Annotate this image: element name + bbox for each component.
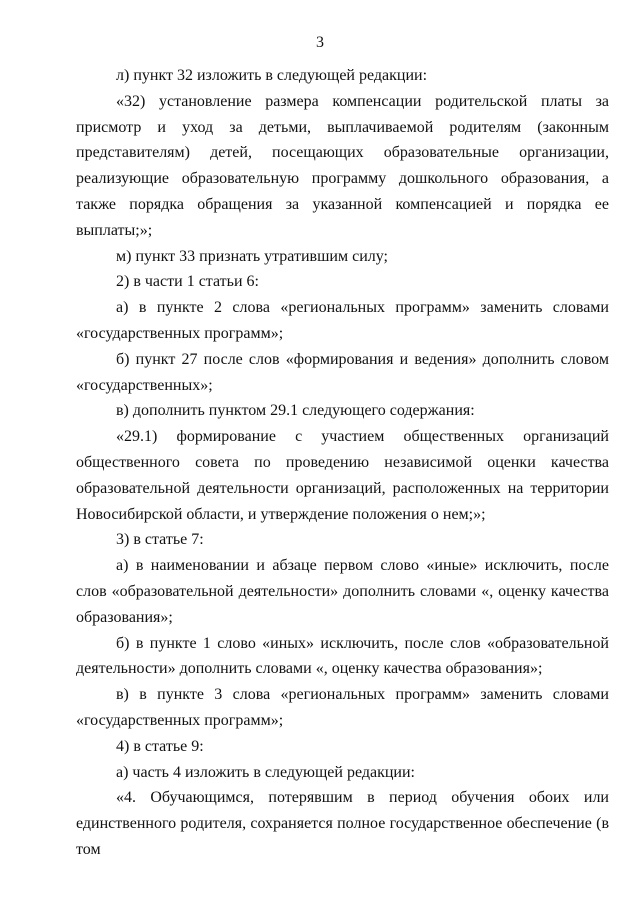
paragraph: 4) в статье 9: — [116, 737, 204, 755]
paragraph: «29.1) формирование с участием общественных организаций общественного совета по проведению независимой оценки качества образовательной деятельности организаций, расположенных на территории Новосибирской области, и утверждение положения о нем;»; — [76, 428, 609, 523]
paragraph: а) в пункте 2 слова «региональных программ» заменить словами «государственных программ»; — [76, 299, 609, 342]
paragraph: «4. Обучающимся, потерявшим в период обучения обоих или единственного родителя, сохраняется полное государственное обеспечение (в том — [76, 789, 609, 858]
paragraph: 2) в части 1 статьи 6: — [116, 273, 259, 291]
paragraph: 3) в статье 7: — [116, 531, 204, 549]
paragraph: в) дополнить пунктом 29.1 следующего содержания: — [116, 402, 475, 420]
paragraph: в) в пункте 3 слова «региональных программ» заменить словами «государственных программ»; — [76, 686, 609, 729]
paragraph: м) пункт 33 признать утратившим силу; — [116, 247, 388, 265]
paragraph: а) часть 4 изложить в следующей редакции: — [116, 763, 415, 781]
document-body — [76, 63, 609, 863]
paragraph: «32) установление размера компенсации родительской платы за присмотр и уход за детьми, выплачиваемой родителям (законным представителям) детей, посещающих образовательные организации, реализующие образовательную программу дошкольного образования, а также порядка обращения за указанной компенсацией и порядка ее выплаты;»; — [76, 92, 609, 239]
paragraph: а) в наименовании и абзаце первом слово «иные» исключить, после слов «образовательной деятельности» дополнить словами «, оценку качества образования»; — [76, 557, 609, 626]
paragraph: б) пункт 27 после слов «формирования и ведения» дополнить словом «государственных»; — [76, 350, 609, 394]
paragraph: л) пункт 32 изложить в следующей редакции: — [116, 67, 428, 84]
page-number: 3 — [316, 34, 324, 51]
paragraph: б) в пункте 1 слово «иных» исключить, после слов «образовательной деятельности» дополнить словами «, оценку качества образования»; — [76, 634, 609, 678]
